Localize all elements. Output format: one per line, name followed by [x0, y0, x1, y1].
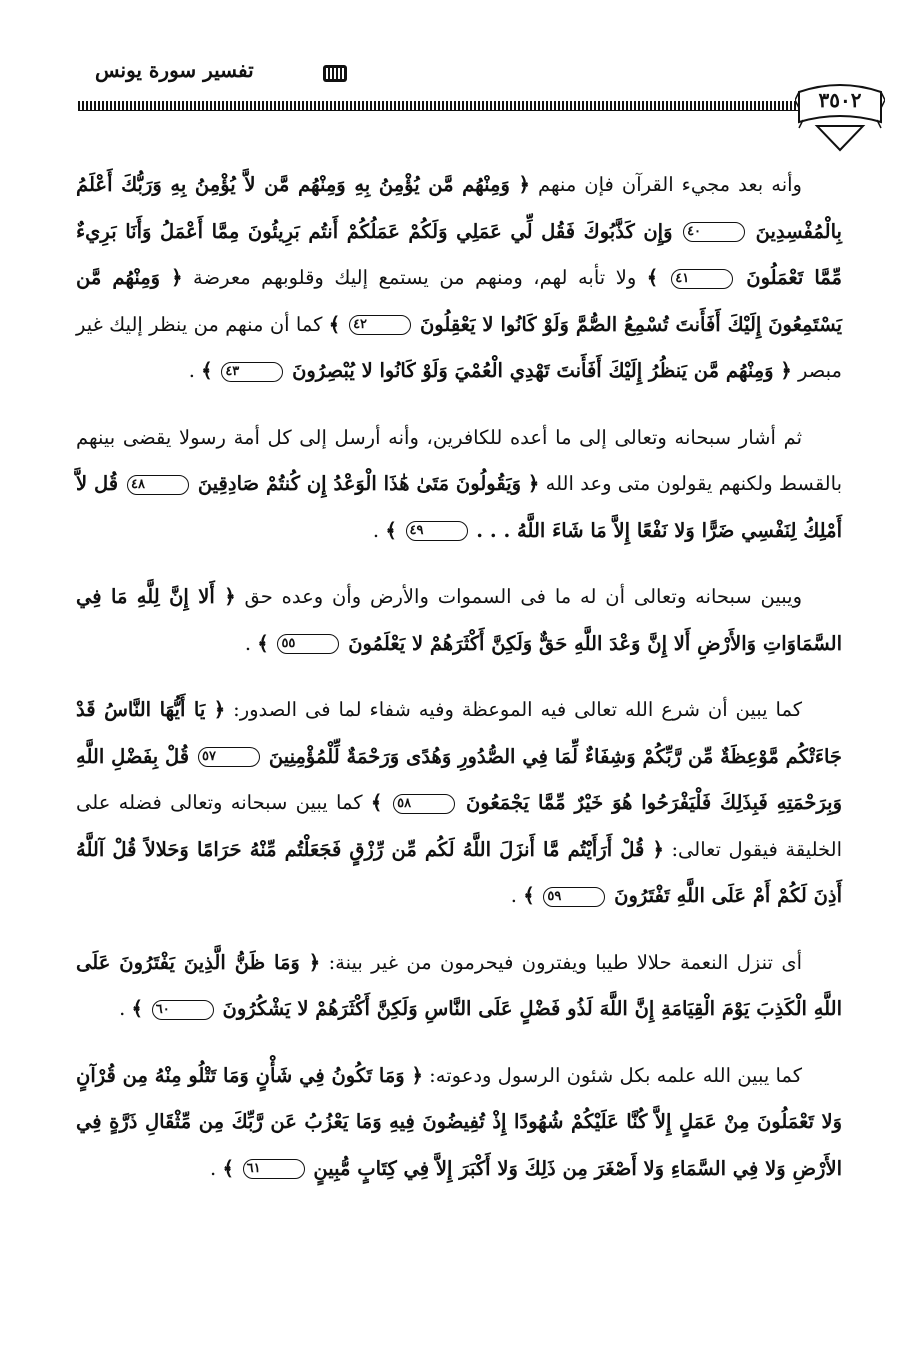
quran-text: ﴿ وَمَا تَكُونُ فِي شَأْنٍ وَمَا تَتْلُو مِنْهُ مِن قُرْآنٍ وَلا تَعْمَلُونَ مِنْ عَمَلٍ إِلاَّ كُنَّا عَلَيْكُمْ شُهُودًا إِذْ تُفِيضُونَ فِيهِ وَمَا يَعْزُبُ عَن رَّبِّكَ مِن مِّثْقَالِ ذَرَّةٍ فِي الأَرْضِ وَلا فِي السَّمَاءِ وَلا أَصْغَرَ مِن ذَلِكَ وَلا أَكْبَرَ إِلاَّ فِي كِتَابٍ مُّبِينٍ	[76, 1063, 842, 1180]
verse-number: ٤٢	[349, 315, 411, 335]
verse-number: ٥٥	[277, 634, 339, 654]
paragraph-text	[76, 574, 842, 667]
paragraph-text	[76, 162, 842, 395]
quran-text: ﴿ وَمِنْهُم مَّن يَسْتَمِعُونَ إِلَيْكَ أَفَأَنتَ تُسْمِعُ الصُّمَّ وَلَوْ كَانُوا لا يَعْقِلُونَ	[76, 266, 843, 336]
page-header	[0, 0, 916, 160]
commentary-text: كما يبين أن شرع الله تعالى فيه الموعظة وفيه شفاء لما فى الصدور:	[225, 698, 803, 721]
commentary-text: أى تنزل النعمة حلالا طيبا ويفترون فيحرمون من غير بينة:	[320, 950, 803, 974]
quran-text: ﴾	[385, 518, 404, 542]
quran-text: ﴾	[646, 266, 670, 289]
commentary-text: ويبين سبحانه وتعالى أن له ما فى السموات والأرض وأن وعده حق	[235, 585, 802, 608]
verse-number: ٤٨	[127, 475, 189, 495]
commentary-text: .	[244, 631, 258, 655]
header-rule	[78, 101, 804, 111]
verse-number: ٤٠	[683, 222, 745, 242]
paragraph	[76, 162, 842, 395]
quran-text: ﴾	[131, 997, 150, 1020]
verse-number: ٥٨	[393, 794, 455, 814]
verse-number: ٥٧	[198, 747, 260, 767]
paragraph	[76, 415, 842, 555]
paragraph	[76, 940, 842, 1033]
commentary-text: ثم أشار سبحانه وتعالى إلى ما أعده للكافرين، وأنه أرسل إلى كل أمة رسولا يقضى بينهم بالقسط ولكنهم يقولون متى وعد الله	[76, 425, 842, 495]
quran-text: ﴾	[222, 1156, 241, 1180]
quran-text: ﴿ قُلْ أَرَأَيْتُم مَّا أَنزَلَ اللَّهُ لَكُم مِّن رِّزْقٍ فَجَعَلْتُم مِّنْهُ حَرَامًا وَحَلالاً قُلْ آللَّهُ أَذِنَ لَكُمْ أَمْ عَلَى اللَّهِ تَفْتَرُونَ	[76, 837, 842, 907]
quran-text: وَإِن كَذَّبُوكَ فَقُل لِّي عَمَلِي وَلَكُمْ عَمَلُكُمْ أَنتُم بَرِيئُونَ مِمَّا أَعْمَلُ وَأَنَا بَرِيءٌ مِّمَّا تَعْمَلُونَ	[76, 219, 842, 289]
commentary-text: .	[210, 1156, 223, 1180]
quran-text: ﴿ أَلا إِنَّ لِلَّهِ مَا فِي السَّمَاوَاتِ وَالأَرْضِ أَلا إِنَّ وَعْدَ اللَّهِ حَقٌّ وَلَكِنَّ أَكْثَرَهُمْ لا يَعْلَمُونَ	[76, 585, 842, 655]
commentary-text: .	[188, 359, 202, 382]
quran-text: ﴾	[523, 884, 542, 907]
quran-text: ﴿ وَيَقُولُونَ مَتَىٰ هَٰذَا الْوَعْدُ إِن كُنتُمْ صَادِقِينَ	[190, 472, 540, 495]
page-number: ٣٥٠٢	[818, 88, 862, 112]
commentary-text: وأنه بعد مجيء القرآن فإن منهم	[529, 173, 802, 196]
commentary-text: .	[510, 884, 524, 907]
commentary-text: كما أن منهم من ينظر إليك غير مبصر	[76, 312, 842, 382]
verse-number: ٤١	[671, 269, 733, 289]
commentary-text: كما يبين الله علمه بكل شئون الرسول ودعوته:	[422, 1063, 802, 1087]
paragraph-text	[76, 687, 842, 920]
quran-text: ﴿ يَا أَيُّهَا النَّاسُ قَدْ جَاءَتْكُم مَّوْعِظَةٌ مِّن رَّبِّكُمْ وَشِفَاءٌ لِّمَا فِي الصُّدُورِ وَهُدًى وَرَحْمَةٌ لِّلْمُؤْمِنِينَ	[76, 698, 842, 768]
quran-text: قُل لاَّ أَمْلِكُ لِنَفْسِي ضَرًّا وَلا نَفْعًا إِلاَّ مَا شَاءَ اللَّهُ . . .	[76, 472, 842, 542]
quran-text: ﴾	[257, 631, 276, 655]
verse-number: ٤٣	[221, 362, 283, 382]
quran-text: ﴾	[370, 791, 392, 814]
verse-number: ٤٩	[406, 521, 468, 541]
page-body	[76, 162, 842, 1212]
quran-text: ﴾	[201, 359, 220, 382]
commentary-text: .	[119, 997, 132, 1020]
quran-text: ﴿ وَمِنْهُم مَّن يُؤْمِنُ بِهِ وَمِنْهُم مَّن لاَّ يُؤْمِنُ بِهِ وَرَبُّكَ أَعْلَمُ بِالْمُفْسِدِينَ	[76, 173, 842, 243]
paragraph-text	[76, 940, 842, 1033]
quran-text: ﴾	[328, 312, 348, 336]
commentary-text: ولا تأبه لهم، ومنهم من يستمع إليك وقلوبهم معرضة	[182, 266, 647, 289]
quran-text: ﴿ وَمَا ظَنُّ الَّذِينَ يَفْتَرُونَ عَلَى اللَّهِ الْكَذِبَ يَوْمَ الْقِيَامَةِ إِنَّ اللَّهَ لَذُو فَضْلٍ عَلَى النَّاسِ وَلَكِنَّ أَكْثَرَهُمْ لا يَشْكُرُونَ	[76, 950, 842, 1020]
quran-text: ﴿ وَمِنْهُم مَّن يَنظُرُ إِلَيْكَ أَفَأَنتَ تَهْدِي الْعُمْيَ وَلَوْ كَانُوا لا يُبْصِرُونَ	[285, 359, 792, 382]
book-ornament-icon	[322, 62, 348, 84]
paragraph-text	[76, 415, 842, 555]
verse-number: ٦٠	[152, 1000, 214, 1020]
quran-text: قُلْ بِفَضْلِ اللَّهِ وَبِرَحْمَتِهِ فَبِذَلِكَ فَلْيَفْرَحُوا هُوَ خَيْرٌ مِّمَّا يَجْمَعُونَ	[76, 744, 842, 814]
commentary-text: .	[372, 518, 386, 542]
paragraph	[76, 574, 842, 667]
commentary-text: كما يبين سبحانه وتعالى فضله على الخليقة فيقول تعالى:	[76, 791, 842, 861]
running-title: تفسير سورة يونس	[95, 58, 254, 82]
verse-number: ٦١	[243, 1159, 305, 1179]
paragraph-text	[76, 1053, 842, 1193]
verse-number: ٥٩	[543, 887, 605, 907]
paragraph	[76, 1053, 842, 1193]
paragraph	[76, 687, 842, 920]
